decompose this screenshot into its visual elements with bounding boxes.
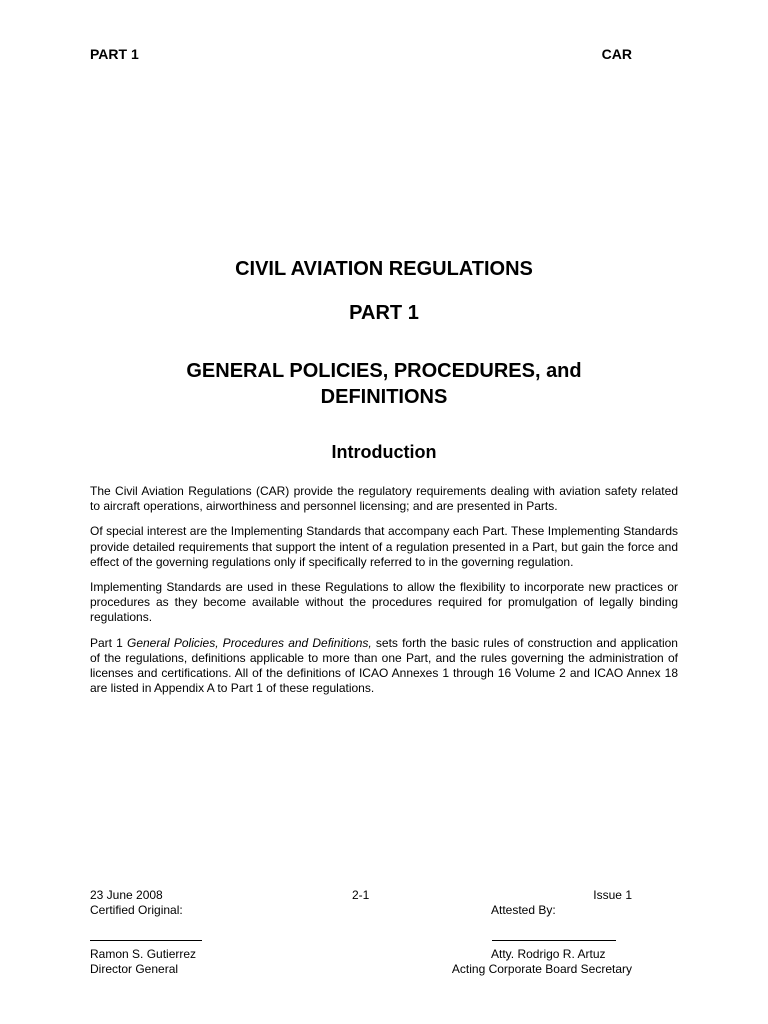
signatory-left-name: Ramon S. Gutierrez (90, 947, 197, 961)
part-subtitle-line-1: GENERAL POLICIES, PROCEDURES, and (186, 360, 582, 382)
signatory-left-title: Director General (90, 962, 179, 976)
signatory-right-title: Acting Corporate Board Secretary (451, 962, 632, 976)
signature-line-right (492, 940, 616, 941)
header-car-label: CAR (601, 46, 632, 62)
paragraph-4-rest: sets forth the basic rules of construction and application of the regulations, definitions applicable to more than one Part, and the rules governing the administration of licenses and certifications. All of the definitions of ICAO Annexes 1 through 16 Volume 2 and ICAO Annex 18 are listed in Appendix A to Part 1 of these regulations. (90, 635, 678, 696)
paragraph-1: The Civil Aviation Regulations (CAR) provide the regulatory requirements dealing with aviation safety related to aircraft operations, airworthiness and personnel licensing; and are presented in Parts. (90, 484, 678, 514)
paragraph-4-italic-title: General Policies, Procedures and Definitions, (127, 635, 372, 650)
paragraph-4 (90, 636, 678, 697)
footer-date: 23 June 2008 (90, 888, 163, 902)
footer-attested-label: Attested By: (491, 903, 556, 917)
part-subtitle-line-2: DEFINITIONS (320, 386, 448, 408)
signature-line-left (90, 940, 202, 941)
paragraph-3: Implementing Standards are used in these Regulations to allow the flexibility to incorporate new practices or procedures as they become available without the procedures required for promulgation of legally binding regulations. (90, 580, 678, 625)
signatory-right-name: Atty. Rodrigo R. Artuz (491, 947, 606, 961)
introduction-body (90, 484, 678, 706)
section-heading-introduction: Introduction (331, 442, 437, 462)
part-number-heading: PART 1 (349, 302, 419, 324)
footer-certified-label: Certified Original: (90, 903, 183, 917)
part-subtitle (0, 358, 768, 410)
footer-issue: Issue 1 (593, 888, 632, 902)
paragraph-2: Of special interest are the Implementing Standards that accompany each Part. These Implementing Standards provide detailed requirements that support the intent of a regulation presented in a Part, but gain the force and effect of the governing regulations only if specifically referred to in the governing regulation. (90, 524, 678, 569)
document-title: CIVIL AVIATION REGULATIONS (235, 258, 533, 280)
header-part-label: PART 1 (90, 46, 139, 62)
paragraph-4-prefix: Part 1 (90, 635, 127, 650)
footer-page-number: 2-1 (352, 888, 370, 902)
